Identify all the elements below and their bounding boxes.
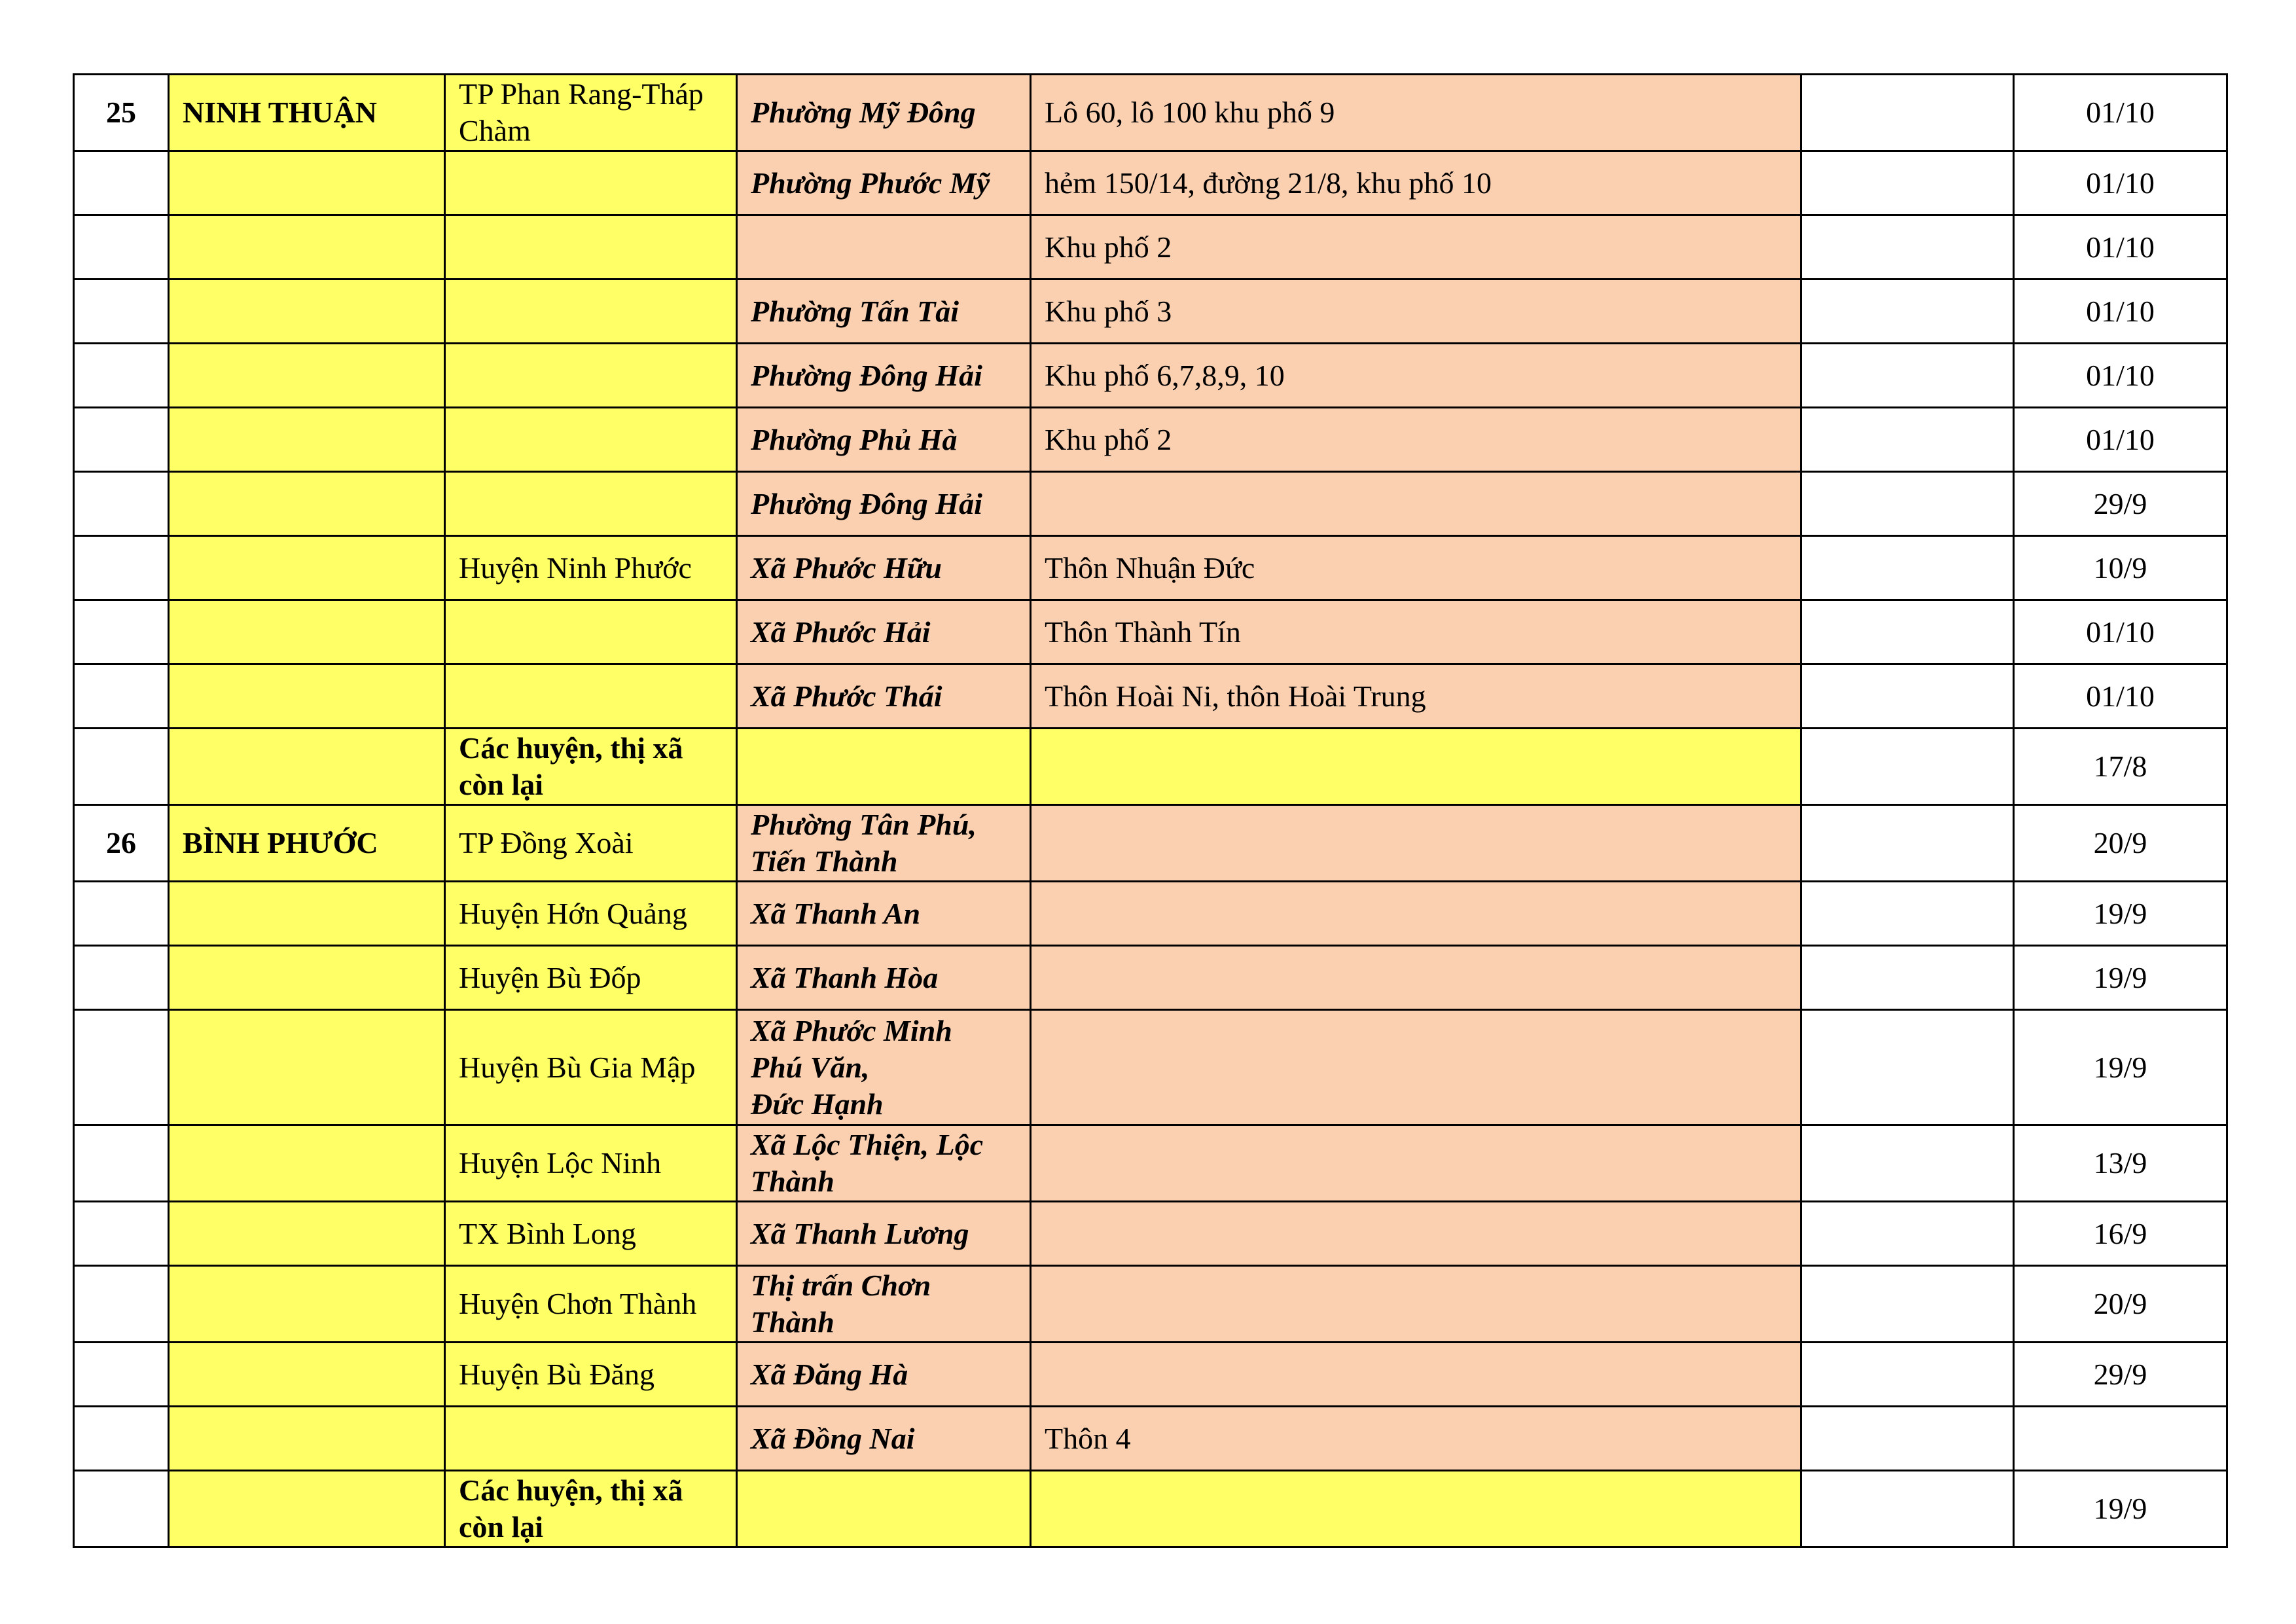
table-row (74, 280, 2227, 344)
district-cell: Huyện Lộc Ninh (445, 1125, 737, 1202)
area-cell (1031, 472, 1801, 536)
note-cell (1801, 215, 2014, 280)
ward-cell: Xã Đồng Nai (737, 1407, 1031, 1471)
area-cell: Thôn Hoài Ni, thôn Hoài Trung (1031, 664, 1801, 729)
note-cell (1801, 946, 2014, 1010)
table-row (74, 805, 2227, 882)
province-cell (169, 882, 445, 946)
area-cell (1031, 729, 1801, 805)
row-number (74, 1471, 169, 1547)
table-row (74, 408, 2227, 472)
area-cell (1031, 1471, 1801, 1547)
ward-cell: Phường Tấn Tài (737, 280, 1031, 344)
date-cell: 19/9 (2014, 946, 2227, 1010)
note-cell (1801, 1125, 2014, 1202)
district-cell (445, 344, 737, 408)
note-cell (1801, 1407, 2014, 1471)
date-cell: 01/10 (2014, 75, 2227, 151)
date-cell: 01/10 (2014, 344, 2227, 408)
row-number (74, 1266, 169, 1343)
province-cell (169, 280, 445, 344)
area-cell: Khu phố 2 (1031, 408, 1801, 472)
province-cell (169, 536, 445, 600)
note-cell (1801, 1202, 2014, 1266)
note-cell (1801, 882, 2014, 946)
row-number (74, 664, 169, 729)
province-cell (169, 1125, 445, 1202)
date-cell: 01/10 (2014, 215, 2227, 280)
note-cell (1801, 75, 2014, 151)
date-cell: 01/10 (2014, 280, 2227, 344)
province-cell (169, 472, 445, 536)
province-cell (169, 1471, 445, 1547)
row-number (74, 215, 169, 280)
table-row (74, 946, 2227, 1010)
district-cell: Các huyện, thị xã còn lại (445, 729, 737, 805)
table-row (74, 1010, 2227, 1125)
ward-cell (737, 1471, 1031, 1547)
district-cell: Huyện Chơn Thành (445, 1266, 737, 1343)
table-row (74, 75, 2227, 151)
ward-cell: Xã Lộc Thiện, Lộc Thành (737, 1125, 1031, 1202)
ward-cell: Xã Phước Minh Phú Văn, Đức Hạnh (737, 1010, 1031, 1125)
row-number (74, 1125, 169, 1202)
province-cell (169, 1266, 445, 1343)
district-cell: TP Đồng Xoài (445, 805, 737, 882)
area-cell (1031, 882, 1801, 946)
district-cell: Huyện Hớn Quảng (445, 882, 737, 946)
province-cell (169, 600, 445, 664)
table-row (74, 536, 2227, 600)
note-cell (1801, 536, 2014, 600)
note-cell (1801, 472, 2014, 536)
row-number (74, 729, 169, 805)
row-number (74, 472, 169, 536)
date-cell: 10/9 (2014, 536, 2227, 600)
date-cell: 20/9 (2014, 1266, 2227, 1343)
area-cell: Khu phố 6,7,8,9, 10 (1031, 344, 1801, 408)
table-row (74, 215, 2227, 280)
date-cell: 17/8 (2014, 729, 2227, 805)
table-row (74, 1407, 2227, 1471)
note-cell (1801, 1471, 2014, 1547)
row-number (74, 1343, 169, 1407)
date-cell (2014, 1407, 2227, 1471)
row-number (74, 408, 169, 472)
row-number: 26 (74, 805, 169, 882)
area-cell (1031, 946, 1801, 1010)
table-row (74, 882, 2227, 946)
province-cell (169, 344, 445, 408)
ward-cell (737, 215, 1031, 280)
area-cell (1031, 1202, 1801, 1266)
district-cell (445, 151, 737, 215)
district-cell (445, 664, 737, 729)
note-cell (1801, 1010, 2014, 1125)
district-cell: TX Bình Long (445, 1202, 737, 1266)
district-cell (445, 600, 737, 664)
row-number (74, 946, 169, 1010)
outbreak-area-table (73, 73, 2228, 1548)
date-cell: 19/9 (2014, 882, 2227, 946)
table-row (74, 600, 2227, 664)
note-cell (1801, 344, 2014, 408)
area-cell: Khu phố 2 (1031, 215, 1801, 280)
table-row (74, 344, 2227, 408)
date-cell: 01/10 (2014, 664, 2227, 729)
date-cell: 19/9 (2014, 1010, 2227, 1125)
note-cell (1801, 805, 2014, 882)
date-cell: 29/9 (2014, 1343, 2227, 1407)
province-cell (169, 1010, 445, 1125)
date-cell: 01/10 (2014, 151, 2227, 215)
table-row (74, 1266, 2227, 1343)
ward-cell: Phường Đông Hải (737, 344, 1031, 408)
ward-cell: Xã Đăng Hà (737, 1343, 1031, 1407)
date-cell: 20/9 (2014, 805, 2227, 882)
district-cell (445, 215, 737, 280)
area-cell (1031, 1343, 1801, 1407)
ward-cell: Phường Phủ Hà (737, 408, 1031, 472)
note-cell (1801, 664, 2014, 729)
note-cell (1801, 600, 2014, 664)
date-cell: 01/10 (2014, 600, 2227, 664)
ward-cell: Phường Tân Phú, Tiến Thành (737, 805, 1031, 882)
province-cell: BÌNH PHƯỚC (169, 805, 445, 882)
area-cell: Lô 60, lô 100 khu phố 9 (1031, 75, 1801, 151)
province-cell (169, 1343, 445, 1407)
province-cell (169, 1202, 445, 1266)
ward-cell: Xã Phước Hữu (737, 536, 1031, 600)
row-number (74, 1010, 169, 1125)
ward-cell: Phường Đông Hải (737, 472, 1031, 536)
district-cell (445, 472, 737, 536)
ward-cell (737, 729, 1031, 805)
province-cell (169, 408, 445, 472)
row-number (74, 1407, 169, 1471)
province-cell (169, 729, 445, 805)
area-cell (1031, 1010, 1801, 1125)
province-cell: NINH THUẬN (169, 75, 445, 151)
date-cell: 16/9 (2014, 1202, 2227, 1266)
row-number: 25 (74, 75, 169, 151)
date-cell: 13/9 (2014, 1125, 2227, 1202)
area-cell: Thôn Nhuận Đức (1031, 536, 1801, 600)
row-number (74, 536, 169, 600)
table-row (74, 1343, 2227, 1407)
area-cell: Thôn 4 (1031, 1407, 1801, 1471)
table-row (74, 1202, 2227, 1266)
table-row (74, 151, 2227, 215)
area-cell (1031, 1266, 1801, 1343)
note-cell (1801, 1266, 2014, 1343)
note-cell (1801, 1343, 2014, 1407)
table-row (74, 1125, 2227, 1202)
area-cell: Thôn Thành Tín (1031, 600, 1801, 664)
ward-cell: Xã Thanh Hòa (737, 946, 1031, 1010)
note-cell (1801, 151, 2014, 215)
row-number (74, 1202, 169, 1266)
row-number (74, 151, 169, 215)
ward-cell: Xã Phước Hải (737, 600, 1031, 664)
district-cell: TP Phan Rang-Tháp Chàm (445, 75, 737, 151)
date-cell: 01/10 (2014, 408, 2227, 472)
district-cell: Huyện Bù Đốp (445, 946, 737, 1010)
table-row (74, 472, 2227, 536)
district-cell: Huyện Bù Đăng (445, 1343, 737, 1407)
district-cell (445, 280, 737, 344)
area-cell (1031, 805, 1801, 882)
area-cell: hẻm 150/14, đường 21/8, khu phố 10 (1031, 151, 1801, 215)
row-number (74, 600, 169, 664)
district-cell: Các huyện, thị xã còn lại (445, 1471, 737, 1547)
province-cell (169, 946, 445, 1010)
ward-cell: Phường Phước Mỹ (737, 151, 1031, 215)
ward-cell: Xã Thanh An (737, 882, 1031, 946)
date-cell: 19/9 (2014, 1471, 2227, 1547)
province-cell (169, 151, 445, 215)
note-cell (1801, 408, 2014, 472)
table-row (74, 729, 2227, 805)
ward-cell: Xã Thanh Lương (737, 1202, 1031, 1266)
table-row (74, 1471, 2227, 1547)
row-number (74, 280, 169, 344)
ward-cell: Phường Mỹ Đông (737, 75, 1031, 151)
ward-cell: Thị trấn Chơn Thành (737, 1266, 1031, 1343)
area-cell (1031, 1125, 1801, 1202)
row-number (74, 882, 169, 946)
province-cell (169, 1407, 445, 1471)
area-cell: Khu phố 3 (1031, 280, 1801, 344)
table-body (74, 75, 2227, 1547)
ward-cell: Xã Phước Thái (737, 664, 1031, 729)
district-cell (445, 408, 737, 472)
note-cell (1801, 280, 2014, 344)
district-cell: Huyện Bù Gia Mập (445, 1010, 737, 1125)
table-row (74, 664, 2227, 729)
row-number (74, 344, 169, 408)
district-cell (445, 1407, 737, 1471)
district-cell: Huyện Ninh Phước (445, 536, 737, 600)
province-cell (169, 664, 445, 729)
province-cell (169, 215, 445, 280)
date-cell: 29/9 (2014, 472, 2227, 536)
note-cell (1801, 729, 2014, 805)
